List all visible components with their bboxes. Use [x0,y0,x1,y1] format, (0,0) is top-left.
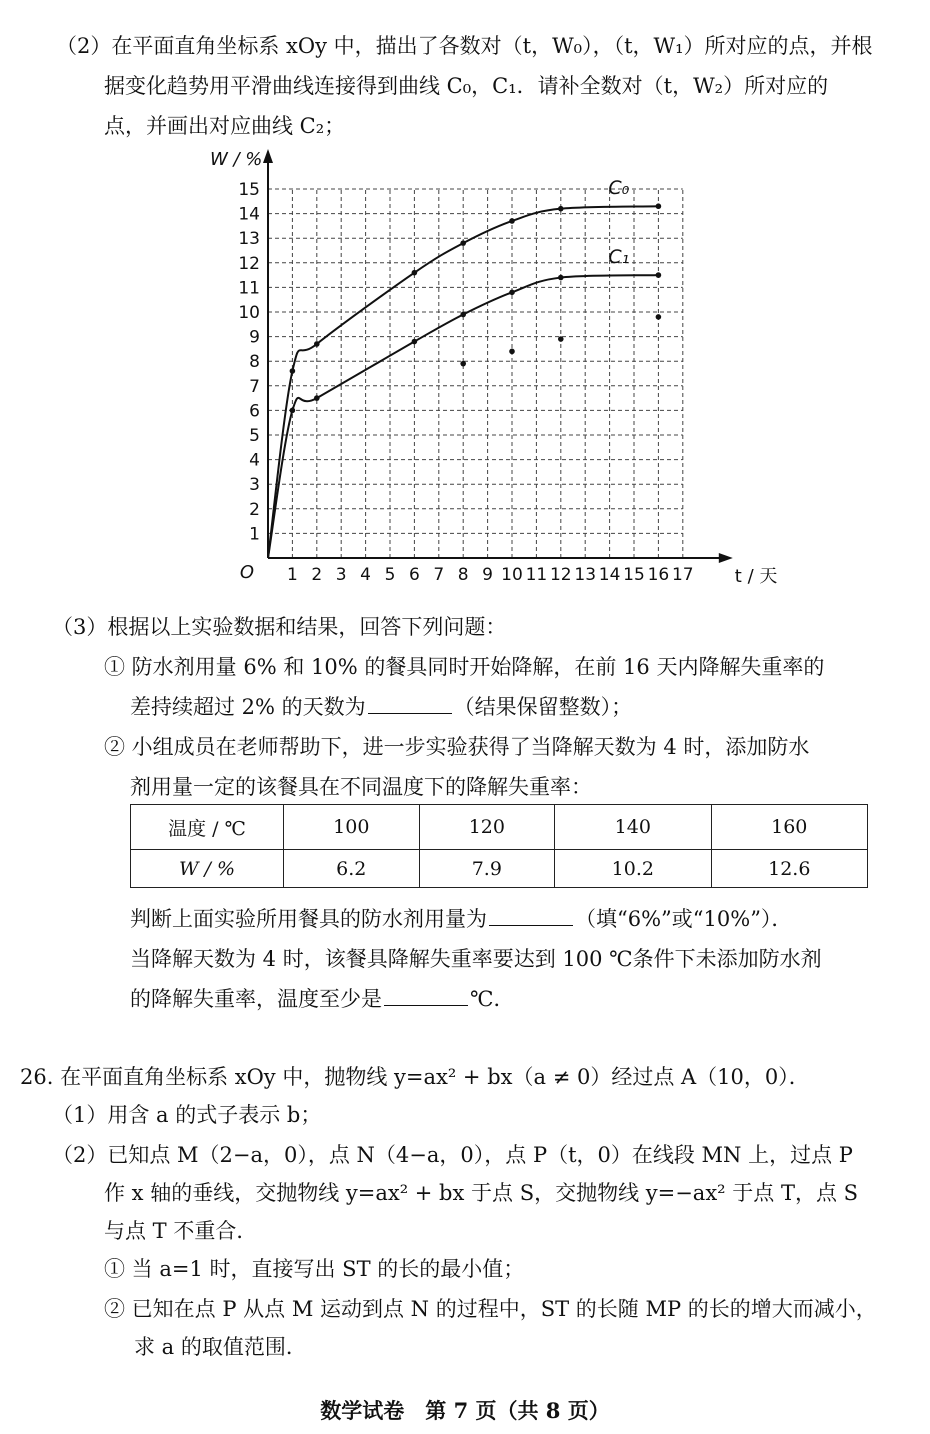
x-tick-label: 5 [384,565,396,585]
q3-p3-line-b: 当降解天数为 4 时，该餐具降解失重率要达到 100 ℃条件下未添加防水剂 [130,947,822,971]
table-cell: 6.2 [284,850,420,888]
data-point-w2 [509,349,515,355]
data-point-c0 [290,368,296,374]
y-tick-label: 6 [249,401,260,422]
table-row [131,805,868,850]
x-tick-label: 17 [671,565,694,585]
chart-labels [210,149,777,587]
data-point-c1 [558,275,564,281]
table-header-temp: 温度 / ℃ [131,805,284,850]
x-tick-label: 1 [286,565,298,585]
chart-series [268,203,661,558]
q26-part-1: （1）用含 a 的式子表示 b； [52,1103,322,1127]
answer-blank-3 [384,987,468,1006]
x-tick-label: 15 [623,565,645,585]
table-cell: 10.2 [555,850,711,888]
data-point-w2 [656,314,662,320]
x-tick-label: 7 [433,565,445,585]
q3-p1-line-b: 差持续超过 2% 的天数为 （结果保留整数）； [130,695,633,719]
data-point-c0 [412,270,418,276]
data-point-c0 [314,341,320,347]
q26-part-2-line-b: 作 x 轴的垂线，交抛物线 y=ax² + bx 于点 S，交抛物线 y=−ax² 于点 T，点 S [104,1181,859,1205]
q3-p3-line-a: 判断上面实验所用餐具的防水剂用量为 （填“6%”或“10%”）． [130,907,793,931]
table-header-w: W / % [131,850,284,888]
y-axis-label: W / % [210,149,263,170]
table-cell: 120 [419,805,555,850]
answer-blank-1 [368,695,452,714]
table-cell: 140 [555,805,711,850]
y-axis-arrow [263,149,273,163]
y-tick-label: 7 [249,376,260,397]
y-tick-label: 5 [249,426,260,446]
x-tick-label: 16 [647,565,670,585]
data-point-c1 [290,408,296,414]
y-tick-label: 3 [249,475,260,496]
q26-sub-2-line-a: ② 已知在点 P 从点 M 运动到点 N 的过程中，ST 的长随 MP 的长的增大而减小， [104,1297,877,1321]
data-point-c1 [460,312,466,318]
table-cell: 12.6 [711,850,867,888]
data-point-c1 [509,290,515,296]
q26-stem: 26. 在平面直角坐标系 xOy 中，抛物线 y=ax² + bx（a ≠ 0）经过点 A（10，0）． [20,1065,810,1089]
table-cell: 7.9 [419,850,555,888]
y-tick-label: 8 [249,352,260,373]
x-tick-label: 10 [501,565,523,585]
x-axis-arrow [719,553,733,563]
data-point-c1 [412,339,418,345]
q3-p2-line-b: 剂用量一定的该餐具在不同温度下的降解失重率： [130,775,592,799]
q2-line-1: （2）在平面直角坐标系 xOy 中，描出了各数对（t，W₀），（t，W₁）所对应的点，并根 [56,34,873,58]
y-tick-label: 2 [249,499,260,520]
x-axis-label: t / 天 [734,566,778,587]
q3-p1-line-a: ① 防水剂用量 6% 和 10% 的餐具同时开始降解，在前 16 天内降解失重率的 [104,655,825,679]
data-point-c1 [314,395,320,401]
q3-p2-line-a: ② 小组成员在老师帮助下，进一步实验获得了当降解天数为 4 时，添加防水 [104,735,810,759]
q26-part-2-line-a: （2）已知点 M（2−a，0），点 N（4−a，0），点 P（t，0）在线段 MN 上，过点 P [52,1143,853,1167]
y-tick-label: 13 [238,229,260,250]
y-tick-label: 1 [249,524,260,545]
temperature-table [130,804,868,888]
x-tick-label: 6 [408,565,420,585]
x-tick-label: 14 [598,565,621,585]
x-tick-label: 11 [525,565,548,585]
x-tick-label: 4 [360,565,372,585]
q2-line-2: 据变化趋势用平滑曲线连接得到曲线 C₀，C₁．请补全数对（t，W₂）所对应的 [104,74,829,98]
data-point-c0 [558,206,564,212]
x-tick-label: 2 [311,565,323,585]
y-tick-label: 9 [249,327,260,348]
table-row [131,850,868,888]
x-tick-label: 12 [549,565,572,585]
q26-sub-2-line-b: 求 a 的取值范围． [134,1335,307,1359]
series-label-c0: C₀ [608,177,630,200]
page-footer: 数学试卷 第 7 页（共 8 页） [320,1398,610,1423]
data-point-c0 [460,240,466,246]
data-point-c0 [656,203,662,209]
data-point-c1 [656,272,662,278]
table-cell: 160 [711,805,867,850]
chart-grid [268,189,683,558]
q3-intro: （3）根据以上实验数据和结果，回答下列问题： [52,615,507,639]
q26-part-2-line-c: 与点 T 不重合． [104,1219,258,1243]
data-point-w2 [558,336,564,342]
x-tick-label: 9 [482,565,494,585]
x-tick-label: 8 [457,565,469,585]
q26-sub-1: ① 当 a=1 时，直接写出 ST 的长的最小值； [104,1257,525,1281]
x-tick-label: 13 [574,565,597,585]
series-label-c1: C₁ [608,246,630,269]
q3-p3-line-c: 的降解失重率，温度至少是 ℃． [130,987,515,1011]
y-tick-label: 4 [249,450,260,471]
y-tick-label: 15 [238,180,260,200]
q2-line-3: 点，并画出对应曲线 C₂； [104,114,346,138]
y-tick-label: 14 [238,204,260,225]
data-point-w2 [460,361,466,367]
y-tick-label: 11 [238,278,260,299]
y-tick-label: 10 [238,303,260,323]
chart-axes [263,149,733,563]
table-cell: 100 [284,805,420,850]
origin-label: O [239,562,254,583]
degradation-chart [200,140,778,590]
x-tick-label: 3 [335,565,347,585]
data-point-c0 [509,218,515,224]
y-tick-label: 12 [238,253,260,274]
answer-blank-2 [489,907,573,926]
